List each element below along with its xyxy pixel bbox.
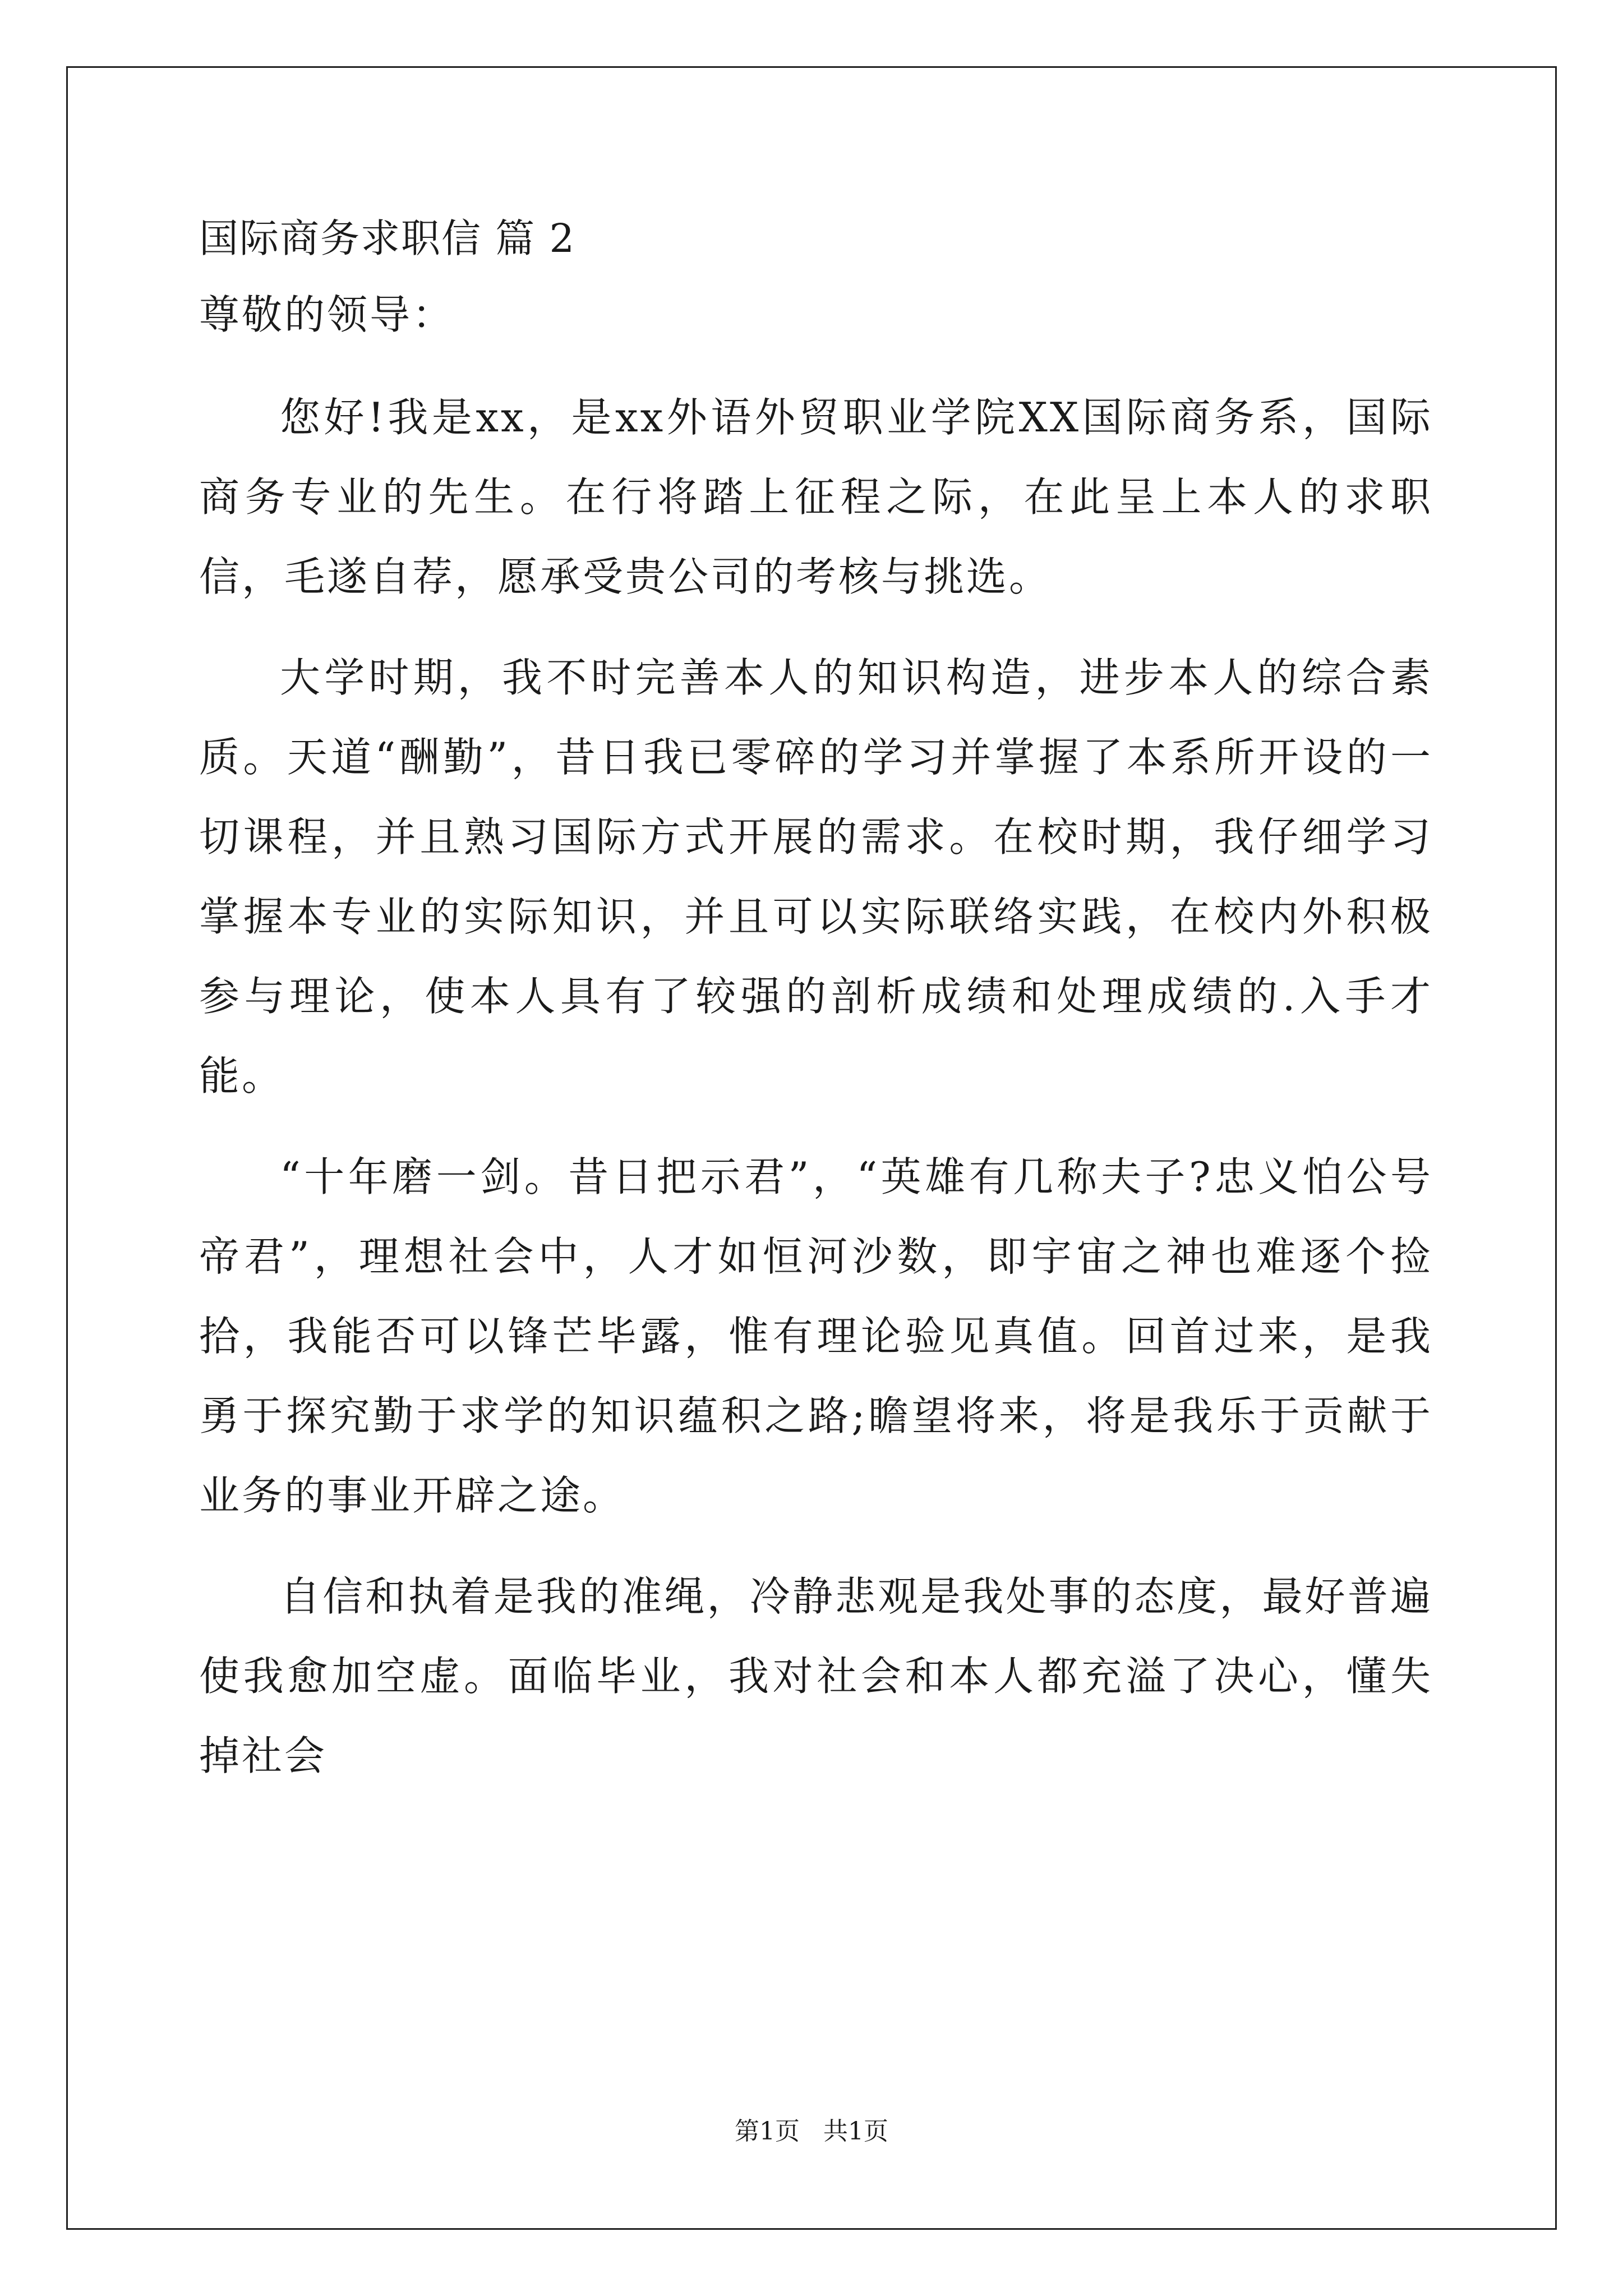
paragraph-ambition: “十年磨一剑。昔日把示君”，“英雄有几称夫子?忠义怕公号帝君”，理想社会中，人才如恒河沙数，即宇宙之神也难逐个捡拾，我能否可以锋芒毕露，惟有理论验见真值。回首过来，是我勇于探究勤于求学的知识蕴积之路;瞻望将来，将是我乐于贡献于业务的事业开辟之途。	[199, 1153, 1433, 1519]
page-number-footer: 第1页 共1页	[735, 2117, 888, 2146]
paragraph-university: 大学时期，我不时完善本人的知识构造，进步本人的综合素质。天道“酬勤”，昔日我已零碎的学习并掌握了本系所开设的一切课程，并且熟习国际方式开展的需求。在校时期，我仔细学习掌握本专业的实际知识，并且可以实际联络实践，在校内外积极参与理论，使本人具有了较强的剖析成绩和处理成绩的.入手才能。	[199, 654, 1433, 1099]
paragraph-confidence: 自信和执着是我的准绳，冷静悲观是我处事的态度，最好普遍使我愈加空虚。面临毕业，我对社会和本人都充溢了决心，懂失掉社会	[199, 1573, 1433, 1779]
document-title: 国际商务求职信 篇 2	[199, 215, 576, 261]
paragraph-intro: 您好!我是xx，是xx外语外贸职业学院XX国际商务系，国际商务专业的先生。在行将踏上征程之际，在此呈上本人的求职信，毛遂自荐，愿承受贵公司的考核与挑选。	[199, 394, 1433, 600]
document-body	[199, 216, 1433, 1817]
salutation: 尊敬的领导：	[199, 291, 455, 338]
